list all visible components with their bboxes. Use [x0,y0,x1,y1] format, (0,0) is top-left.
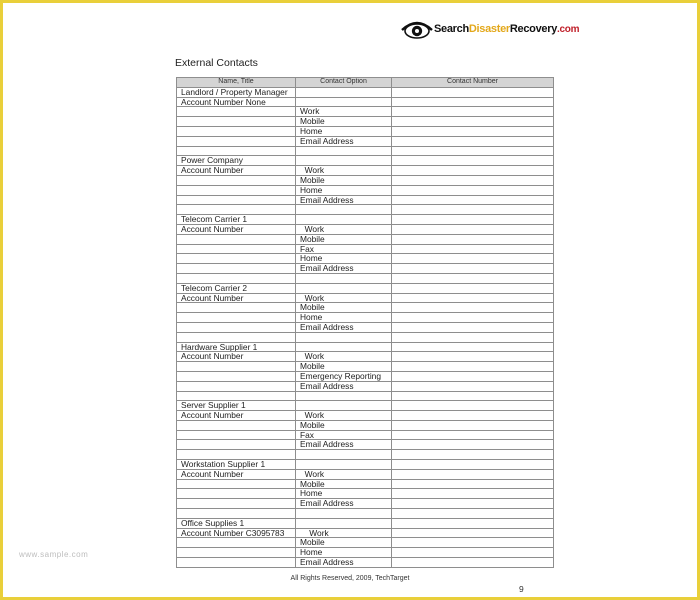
contact-number-cell [392,313,554,323]
table-row [177,313,554,323]
contact-number-cell [392,440,554,450]
contact-option-cell [296,332,392,342]
name-title-cell: Account Number [177,469,296,479]
contact-number-cell [392,469,554,479]
contact-number-cell [392,430,554,440]
table-row [177,254,554,264]
table-row [177,342,554,352]
table-row [177,234,554,244]
contact-option-cell: Fax [296,244,392,254]
name-title-cell [177,548,296,558]
contact-number-cell [392,411,554,421]
name-title-cell [177,371,296,381]
table-row [177,371,554,381]
eye-icon [401,18,433,40]
contact-option-cell: Mobile [296,420,392,430]
table-row [177,303,554,313]
contact-number-cell [392,87,554,97]
name-title-cell: Hardware Supplier 1 [177,342,296,352]
table-row [177,97,554,107]
table-row [177,381,554,391]
name-title-cell [177,136,296,146]
table-row [177,352,554,362]
contact-number-cell [392,107,554,117]
table-row [177,175,554,185]
contact-number-cell [392,362,554,372]
table-row [177,283,554,293]
contact-option-cell: Work [296,107,392,117]
contact-number-cell [392,538,554,548]
name-title-cell [177,146,296,156]
name-title-cell: Workstation Supplier 1 [177,460,296,470]
name-title-cell [177,175,296,185]
name-title-cell: Account Number [177,411,296,421]
contact-number-cell [392,293,554,303]
table-row [177,420,554,430]
contact-option-cell: Work [296,352,392,362]
contact-option-cell: Fax [296,430,392,440]
name-title-cell: Account Number [177,224,296,234]
name-title-cell [177,450,296,460]
contact-option-cell: Home [296,126,392,136]
contact-number-cell [392,371,554,381]
contact-number-cell [392,352,554,362]
column-header-name-title: Name, Title [177,78,296,88]
table-row [177,273,554,283]
table-row [177,430,554,440]
name-title-cell: Telecom Carrier 2 [177,283,296,293]
logo-wordmark [434,23,579,35]
contact-option-cell [296,156,392,166]
table-row [177,264,554,274]
table-row [177,499,554,509]
name-title-cell [177,185,296,195]
contact-number-cell [392,205,554,215]
contact-option-cell [296,450,392,460]
name-title-cell: Account Number [177,352,296,362]
name-title-cell [177,205,296,215]
contact-number-cell [392,499,554,509]
table-row [177,205,554,215]
contact-number-cell [392,322,554,332]
name-title-cell [177,420,296,430]
contact-option-cell: Email Address [296,499,392,509]
contact-number-cell [392,303,554,313]
name-title-cell [177,332,296,342]
contact-option-cell: Work [296,469,392,479]
name-title-cell: Office Supplies 1 [177,518,296,528]
contact-option-cell: Work [296,224,392,234]
contacts-table [176,77,554,568]
contact-option-cell: Email Address [296,440,392,450]
name-title-cell [177,322,296,332]
column-header-contact-number: Contact Number [392,78,554,88]
table-row [177,293,554,303]
name-title-cell [177,391,296,401]
name-title-cell [177,254,296,264]
contact-number-cell [392,146,554,156]
contact-option-cell: Mobile [296,362,392,372]
contact-number-cell [392,215,554,225]
contact-number-cell [392,195,554,205]
contact-number-cell [392,283,554,293]
contact-option-cell: Work [296,411,392,421]
name-title-cell [177,244,296,254]
contact-option-cell: Mobile [296,234,392,244]
contact-option-cell: Mobile [296,175,392,185]
contact-option-cell [296,273,392,283]
contact-number-cell [392,548,554,558]
table-row [177,509,554,519]
contact-number-cell [392,332,554,342]
table-row [177,411,554,421]
table-row [177,185,554,195]
logo-tld-text: .com [557,24,580,35]
table-row [177,117,554,127]
table-row [177,538,554,548]
table-row [177,146,554,156]
contact-number-cell [392,401,554,411]
contact-option-cell: Mobile [296,303,392,313]
contact-option-cell: Home [296,489,392,499]
contact-option-cell: Home [296,185,392,195]
contact-option-cell: Emergency Reporting [296,371,392,381]
contact-number-cell [392,558,554,568]
name-title-cell: Power Company [177,156,296,166]
contact-number-cell [392,234,554,244]
contact-option-cell: Email Address [296,136,392,146]
table-row [177,136,554,146]
table-row [177,332,554,342]
contact-option-cell [296,205,392,215]
contact-number-cell [392,528,554,538]
contact-number-cell [392,509,554,519]
contact-option-cell [296,87,392,97]
contact-option-cell [296,401,392,411]
contact-number-cell [392,254,554,264]
site-logo[interactable] [401,16,579,42]
contact-number-cell [392,450,554,460]
contact-number-cell [392,156,554,166]
name-title-cell: Telecom Carrier 1 [177,215,296,225]
column-header-contact-option: Contact Option [296,78,392,88]
contact-number-cell [392,489,554,499]
table-row [177,107,554,117]
table-header-row [177,78,554,88]
name-title-cell [177,479,296,489]
name-title-cell [177,509,296,519]
name-title-cell: Landlord / Property Manager [177,87,296,97]
name-title-cell [177,273,296,283]
contact-option-cell: Home [296,548,392,558]
contact-number-cell [392,117,554,127]
table-row [177,401,554,411]
contact-option-cell: Email Address [296,195,392,205]
contacts-table-body [177,87,554,567]
page-title: External Contacts [175,57,258,69]
table-row [177,126,554,136]
name-title-cell [177,107,296,117]
name-title-cell [177,499,296,509]
name-title-cell: Account Number C3095783 [177,528,296,538]
contact-option-cell [296,97,392,107]
contact-option-cell [296,283,392,293]
contact-number-cell [392,244,554,254]
name-title-cell [177,489,296,499]
name-title-cell: Account Number None [177,97,296,107]
contact-option-cell: Mobile [296,538,392,548]
contact-number-cell [392,420,554,430]
logo-recovery-text: Recovery [509,23,558,35]
table-row [177,558,554,568]
contact-option-cell [296,509,392,519]
contact-option-cell: Home [296,313,392,323]
contact-number-cell [392,264,554,274]
contact-option-cell: Mobile [296,117,392,127]
table-row [177,528,554,538]
contact-number-cell [392,460,554,470]
contact-number-cell [392,381,554,391]
table-row [177,440,554,450]
table-row [177,224,554,234]
contact-option-cell: Mobile [296,479,392,489]
contact-option-cell [296,146,392,156]
name-title-cell [177,381,296,391]
name-title-cell [177,440,296,450]
table-row [177,450,554,460]
contact-number-cell [392,166,554,176]
table-row [177,460,554,470]
table-row [177,489,554,499]
contact-option-cell [296,391,392,401]
table-row [177,469,554,479]
name-title-cell [177,303,296,313]
name-title-cell [177,430,296,440]
table-row [177,362,554,372]
contact-option-cell: Work [296,166,392,176]
table-row [177,195,554,205]
contact-number-cell [392,136,554,146]
name-title-cell [177,264,296,274]
table-row [177,166,554,176]
name-title-cell: Account Number [177,166,296,176]
contact-number-cell [392,273,554,283]
contact-number-cell [392,175,554,185]
contact-option-cell: Work [296,293,392,303]
name-title-cell [177,558,296,568]
contact-number-cell [392,479,554,489]
name-title-cell: Server Supplier 1 [177,401,296,411]
name-title-cell [177,195,296,205]
name-title-cell: Account Number [177,293,296,303]
footer-copyright: All Rights Reserved, 2009, TechTarget [290,575,410,582]
contact-number-cell [392,224,554,234]
table-row [177,518,554,528]
contact-option-cell [296,342,392,352]
page-number: 9 [519,584,524,594]
name-title-cell [177,117,296,127]
logo-search-text: Search [434,23,469,35]
contact-option-cell: Email Address [296,558,392,568]
table-row [177,548,554,558]
table-row [177,215,554,225]
name-title-cell [177,362,296,372]
name-title-cell [177,538,296,548]
contact-option-cell [296,460,392,470]
table-row [177,322,554,332]
table-row [177,87,554,97]
contact-option-cell: Email Address [296,381,392,391]
name-title-cell [177,313,296,323]
contact-number-cell [392,97,554,107]
contact-number-cell [392,185,554,195]
table-row [177,479,554,489]
contact-option-cell: Email Address [296,264,392,274]
document-page [3,3,697,597]
name-title-cell [177,234,296,244]
table-row [177,244,554,254]
contact-number-cell [392,391,554,401]
contact-option-cell [296,518,392,528]
contact-option-cell: Email Address [296,322,392,332]
name-title-cell [177,126,296,136]
contact-option-cell [296,215,392,225]
table-row [177,156,554,166]
contact-option-cell: Work [296,528,392,538]
contact-number-cell [392,126,554,136]
contact-number-cell [392,518,554,528]
contact-number-cell [392,342,554,352]
table-row [177,391,554,401]
watermark: www.sample.com [19,550,89,559]
logo-disaster-text: Disaster [468,23,510,35]
contact-option-cell: Home [296,254,392,264]
